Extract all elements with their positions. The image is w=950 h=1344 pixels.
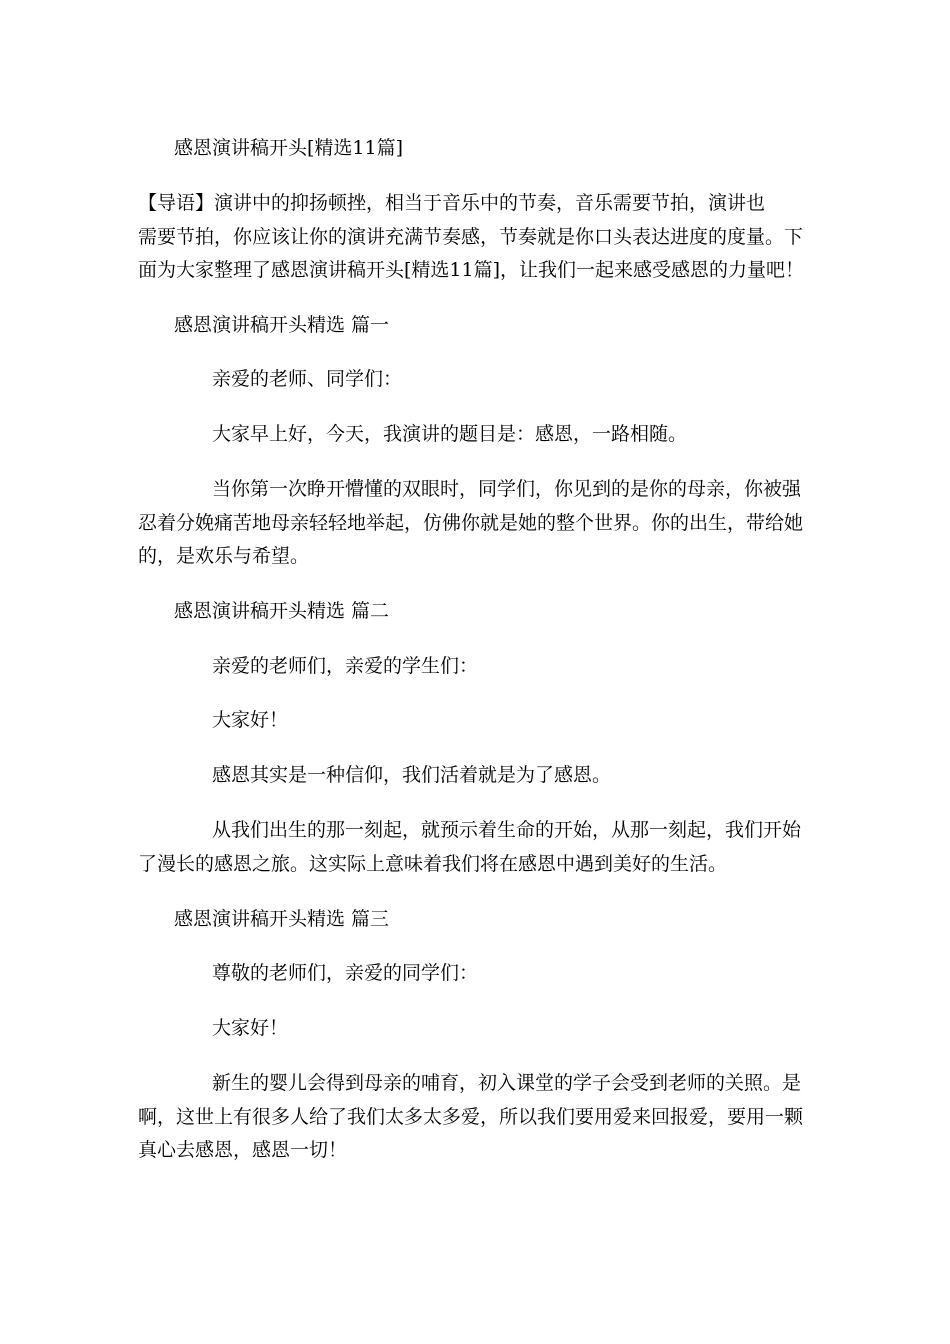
intro-line-2: 需要节拍，你应该让你的演讲充满节奏感，节奏就是你口头表达进度的度量。下	[138, 226, 804, 248]
section-2-salutation: 亲爱的老师们，亲爱的学生们：	[212, 655, 479, 677]
intro-line-1: 【导语】演讲中的抑扬顿挫，相当于音乐中的节奏，音乐需要节拍，演讲也	[138, 192, 766, 214]
section-1-body-line-2: 忍着分娩痛苦地母亲轻轻地举起，仿佛你就是她的整个世界。你的出生，带给她	[138, 512, 804, 534]
intro-line-3: 面为大家整理了感恩演讲稿开头[精选11篇]，让我们一起来感受感恩的力量吧！	[138, 259, 805, 281]
section-3-greeting: 大家好！	[212, 1017, 289, 1039]
document-title: 感恩演讲稿开头[精选11篇]	[174, 137, 404, 159]
section-3-body-line-3: 真心去感恩，感恩一切！	[138, 1139, 348, 1161]
section-3-salutation: 尊敬的老师们，亲爱的同学们：	[212, 962, 479, 984]
section-2-heading: 感恩演讲稿开头精选 篇二	[174, 600, 390, 622]
section-2-body-line-1: 从我们出生的那一刻起，就预示着生命的开始，从那一刻起，我们开始	[212, 819, 802, 841]
section-1-salutation: 亲爱的老师、同学们：	[212, 368, 403, 390]
section-2-greeting: 大家好！	[212, 709, 289, 731]
section-1-heading: 感恩演讲稿开头精选 篇一	[174, 314, 390, 336]
section-3-heading: 感恩演讲稿开头精选 篇三	[174, 908, 390, 930]
section-3-body-line-1: 新生的婴儿会得到母亲的哺育，初入课堂的学子会受到老师的关照。是	[212, 1072, 802, 1094]
section-2-body-line-2: 了漫长的感恩之旅。这实际上意味着我们将在感恩中遇到美好的生活。	[138, 853, 728, 875]
section-1-body-line-1: 当你第一次睁开懵懂的双眼时，同学们，你见到的是你的母亲，你被强	[212, 478, 802, 500]
section-1-greeting: 大家早上好，今天，我演讲的题目是：感恩，一路相随。	[212, 423, 688, 445]
section-1-body-line-3: 的，是欢乐与希望。	[138, 545, 310, 567]
section-3-body-line-2: 啊，这世上有很多人给了我们太多太多爱，所以我们要用爱来回报爱，要用一颗	[138, 1106, 804, 1128]
section-2-statement: 感恩其实是一种信仰，我们活着就是为了感恩。	[212, 764, 612, 786]
